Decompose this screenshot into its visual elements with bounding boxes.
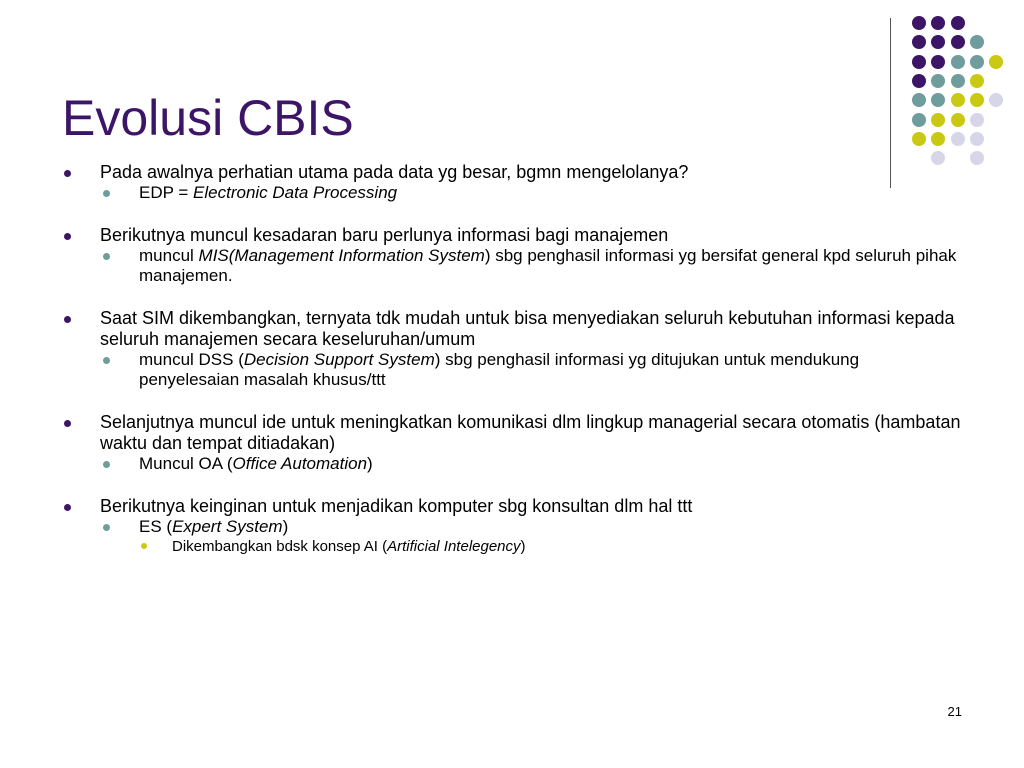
- text-run: ): [367, 454, 373, 473]
- bullet-dot-icon: [103, 357, 110, 364]
- list-spacer: [62, 390, 962, 412]
- decorative-dot-yellow: [951, 93, 965, 107]
- text-run: Selanjutnya muncul ide untuk meningkatkan komunikasi dlm lingkup managerial secara otomatis (hambatan waktu dan tempat ditiadakan): [100, 412, 961, 453]
- decorative-dot-lavender: [951, 132, 965, 146]
- list-spacer: [62, 286, 962, 308]
- italic-term: Expert System: [172, 517, 283, 536]
- decorative-dot-purple: [931, 55, 945, 69]
- decorative-dot-lavender: [970, 113, 984, 127]
- bullet-dot-icon: [64, 170, 71, 177]
- decorative-dot-purple: [912, 74, 926, 88]
- italic-term: Decision Support System: [243, 350, 435, 369]
- bullet-dot-icon: [64, 420, 71, 427]
- list-item-level-2: [62, 517, 962, 537]
- text-run: EDP =: [139, 183, 194, 202]
- italic-term: Artificial Intelegency: [387, 538, 521, 555]
- decorative-dot-purple: [951, 16, 965, 30]
- decorative-dot-purple: [912, 16, 926, 30]
- decorative-dot-teal: [951, 74, 965, 88]
- decorative-dot-yellow: [931, 113, 945, 127]
- text-run: Muncul OA (: [139, 454, 233, 473]
- text-run: ES (: [139, 517, 173, 536]
- decorative-dot-purple: [912, 35, 926, 49]
- list-spacer: [62, 474, 962, 496]
- decorative-dot-yellow: [931, 132, 945, 146]
- italic-term: MIS(Management Information System: [198, 246, 485, 265]
- italic-term: Electronic Data Processing: [193, 183, 398, 202]
- list-item-level-2: [62, 350, 962, 390]
- list-spacer: [62, 203, 962, 225]
- decorative-dot-purple: [912, 55, 926, 69]
- text-run: Dikembangkan bdsk konsep AI (: [172, 538, 388, 555]
- text-run: Berikutnya muncul kesadaran baru perlunya informasi bagi manajemen: [100, 225, 669, 245]
- list-item-level-2: [62, 183, 962, 203]
- bullet-dot-icon: [64, 504, 71, 511]
- bullet-dot-icon: [64, 316, 71, 323]
- list-item-level-1: [62, 225, 962, 246]
- bullet-dot-icon: [103, 190, 110, 197]
- decorative-dot-yellow: [970, 93, 984, 107]
- text-run: muncul DSS (: [139, 350, 244, 369]
- list-item-level-1: [62, 412, 962, 454]
- text-run: Berikutnya keinginan untuk menjadikan komputer sbg konsultan dlm hal ttt: [100, 496, 693, 516]
- text-run: Saat SIM dikembangkan, ternyata tdk mudah untuk bisa menyediakan seluruh kebutuhan informasi kepada seluruh manajemen secara keseluruhan/umum: [100, 308, 955, 349]
- list-item-level-1: [62, 496, 962, 517]
- list-item-text: [139, 183, 397, 202]
- text-run: ): [520, 538, 526, 555]
- decorative-dot-yellow: [989, 55, 1003, 69]
- decorative-dot-yellow: [970, 74, 984, 88]
- list-item-text: [100, 496, 692, 516]
- list-item-text: [139, 517, 288, 536]
- italic-term: Office Automation: [232, 454, 368, 473]
- text-run: ): [282, 517, 289, 536]
- decorative-dot-teal: [931, 74, 945, 88]
- decorative-dot-yellow: [912, 132, 926, 146]
- list-item-text: [100, 225, 668, 245]
- page-number: 21: [947, 704, 962, 719]
- decorative-dot-lavender: [970, 151, 984, 165]
- list-item-text: [100, 162, 688, 182]
- bullet-dot-icon: [103, 524, 110, 531]
- bullet-dot-icon: [103, 461, 110, 468]
- list-item-level-3: [62, 537, 962, 556]
- text-run: muncul: [139, 246, 199, 265]
- decorative-dot-purple: [931, 16, 945, 30]
- decorative-dot-teal: [970, 55, 984, 69]
- decorative-dot-teal: [912, 93, 926, 107]
- list-item-text: [139, 454, 373, 473]
- text-run: ) sbg penghasil informasi yg ditujukan untuk mendukung penyelesaian masalah khusus/ttt: [139, 350, 860, 389]
- slide-title: Evolusi CBIS: [62, 90, 354, 146]
- list-item-text: [139, 350, 859, 389]
- list-item-text: [139, 246, 956, 285]
- bullet-dot-icon: [103, 253, 110, 260]
- decorative-dot-teal: [951, 55, 965, 69]
- list-item-level-1: [62, 308, 962, 350]
- list-item-level-2: [62, 246, 962, 286]
- bullet-dot-icon: [64, 233, 71, 240]
- list-item-text: [172, 538, 526, 555]
- decorative-dot-teal: [931, 93, 945, 107]
- decorative-dot-purple: [931, 35, 945, 49]
- decorative-dot-yellow: [951, 113, 965, 127]
- decorative-dot-lavender: [970, 132, 984, 146]
- list-item-level-1: [62, 162, 962, 183]
- list-item-text: [100, 308, 955, 349]
- text-run: Pada awalnya perhatian utama pada data yg besar, bgmn mengelolanya?: [100, 162, 689, 182]
- bullet-list: [62, 162, 962, 556]
- list-item-text: [100, 412, 960, 453]
- list-item-level-2: [62, 454, 962, 474]
- decorative-dot-lavender: [989, 93, 1003, 107]
- bullet-dot-icon: [141, 543, 147, 549]
- decorative-dot-teal: [912, 113, 926, 127]
- decorative-dot-teal: [970, 35, 984, 49]
- text-run: ) sbg penghasil informasi yg bersifat general kpd seluruh pihak manajemen.: [139, 246, 957, 285]
- decorative-dot-purple: [951, 35, 965, 49]
